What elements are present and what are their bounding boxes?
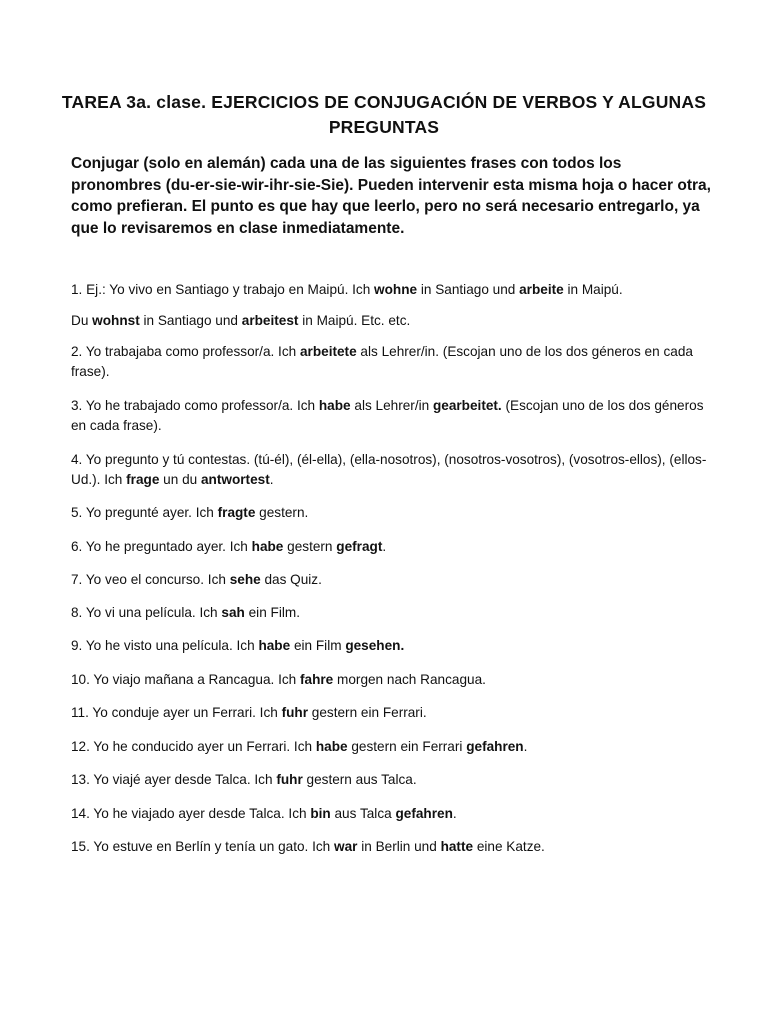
exercise-item: Du wohnst in Santiago und arbeitest in Maipú. Etc. etc. xyxy=(71,313,411,328)
conjugated-verb: gefragt xyxy=(336,539,383,554)
conjugated-verb: fuhr xyxy=(276,772,303,787)
conjugated-verb: fragte xyxy=(217,505,256,520)
conjugated-verb: arbeite xyxy=(519,282,564,297)
exercise-item: 8. Yo vi una película. Ich sah ein Film. xyxy=(71,605,300,620)
conjugated-verb: arbeitest xyxy=(241,313,299,328)
exercise-item: 15. Yo estuve en Berlín y tenía un gato. Ich war in Berlin und hatte eine Katze. xyxy=(71,839,545,854)
exercise-item: 2. Yo trabajaba como professor/a. Ich arbeitete als Lehrer/in. (Escojan uno de los dos géneros en cada frase). xyxy=(71,344,693,379)
exercise-item: 10. Yo viajo mañana a Rancagua. Ich fahre morgen nach Rancagua. xyxy=(71,672,486,687)
conjugated-verb: gearbeitet. xyxy=(432,398,502,413)
exercise-item: 6. Yo he preguntado ayer. Ich habe gestern gefragt. xyxy=(71,539,387,554)
exercise-item: 14. Yo he viajado ayer desde Talca. Ich bin aus Talca gefahren. xyxy=(71,806,457,821)
exercise-item: 9. Yo he visto una película. Ich habe ein Film gesehen. xyxy=(71,638,405,653)
conjugated-verb: antwortest xyxy=(200,472,270,487)
exercise-item: 11. Yo conduje ayer un Ferrari. Ich fuhr gestern ein Ferrari. xyxy=(71,705,427,720)
conjugated-verb: wohnst xyxy=(92,313,140,328)
conjugated-verb: arbeitete xyxy=(299,344,357,359)
conjugated-verb: bin xyxy=(310,806,331,821)
conjugated-verb: hatte xyxy=(440,839,474,854)
conjugated-verb: habe xyxy=(315,739,348,754)
conjugated-verb: fuhr xyxy=(281,705,309,720)
conjugated-verb: gesehen. xyxy=(345,638,405,653)
conjugated-verb: habe xyxy=(258,638,291,653)
conjugated-verb: gefahren xyxy=(466,739,524,754)
conjugated-verb: wohne xyxy=(374,282,418,297)
conjugated-verb: sah xyxy=(221,605,245,620)
conjugated-verb: habe xyxy=(251,539,284,554)
exercise-item: 7. Yo veo el concurso. Ich sehe das Quiz. xyxy=(71,572,322,587)
conjugated-verb: sehe xyxy=(229,572,261,587)
conjugated-verb: habe xyxy=(318,398,351,413)
conjugated-verb: frage xyxy=(126,472,160,487)
exercise-item: 12. Yo he conducido ayer un Ferrari. Ich habe gestern ein Ferrari gefahren. xyxy=(71,739,528,754)
conjugated-verb: war xyxy=(334,839,358,854)
exercise-item: 1. Ej.: Yo vivo en Santiago y trabajo en Maipú. Ich wohne in Santiago und arbeite in Maipú. xyxy=(71,282,623,297)
exercise-item: 3. Yo he trabajado como professor/a. Ich habe als Lehrer/in gearbeitet. (Escojan uno de los dos géneros en cada frase). xyxy=(71,398,704,433)
conjugated-verb: fahre xyxy=(300,672,334,687)
exercise-item: 4. Yo pregunto y tú contestas. (tú-él), (él-ella), (ella-nosotros), (nosotros-vosotros), (vosotros-ellos), (ellos-Ud.). Ich frage un du antwortest. xyxy=(71,452,707,487)
exercise-item: 13. Yo viajé ayer desde Talca. Ich fuhr gestern aus Talca. xyxy=(71,772,417,787)
conjugated-verb: gefahren xyxy=(395,806,453,821)
document-title: TAREA 3a. clase. EJERCICIOS DE CONJUGACIÓN DE VERBOS Y ALGUNAS PREGUNTAS xyxy=(61,92,707,137)
instructions-paragraph: Conjugar (solo en alemán) cada una de las siguientes frases con todos los pronombres (du-er-sie-wir-ihr-sie-Sie). Pueden intervenir esta misma hoja o hacer otra, como prefieran. El punto es que hay que leerlo, pero no será necesario entregarlo, ya que lo revisaremos en clase inmediatamente. xyxy=(71,155,711,237)
exercise-item: 5. Yo pregunté ayer. Ich fragte gestern. xyxy=(71,505,309,520)
